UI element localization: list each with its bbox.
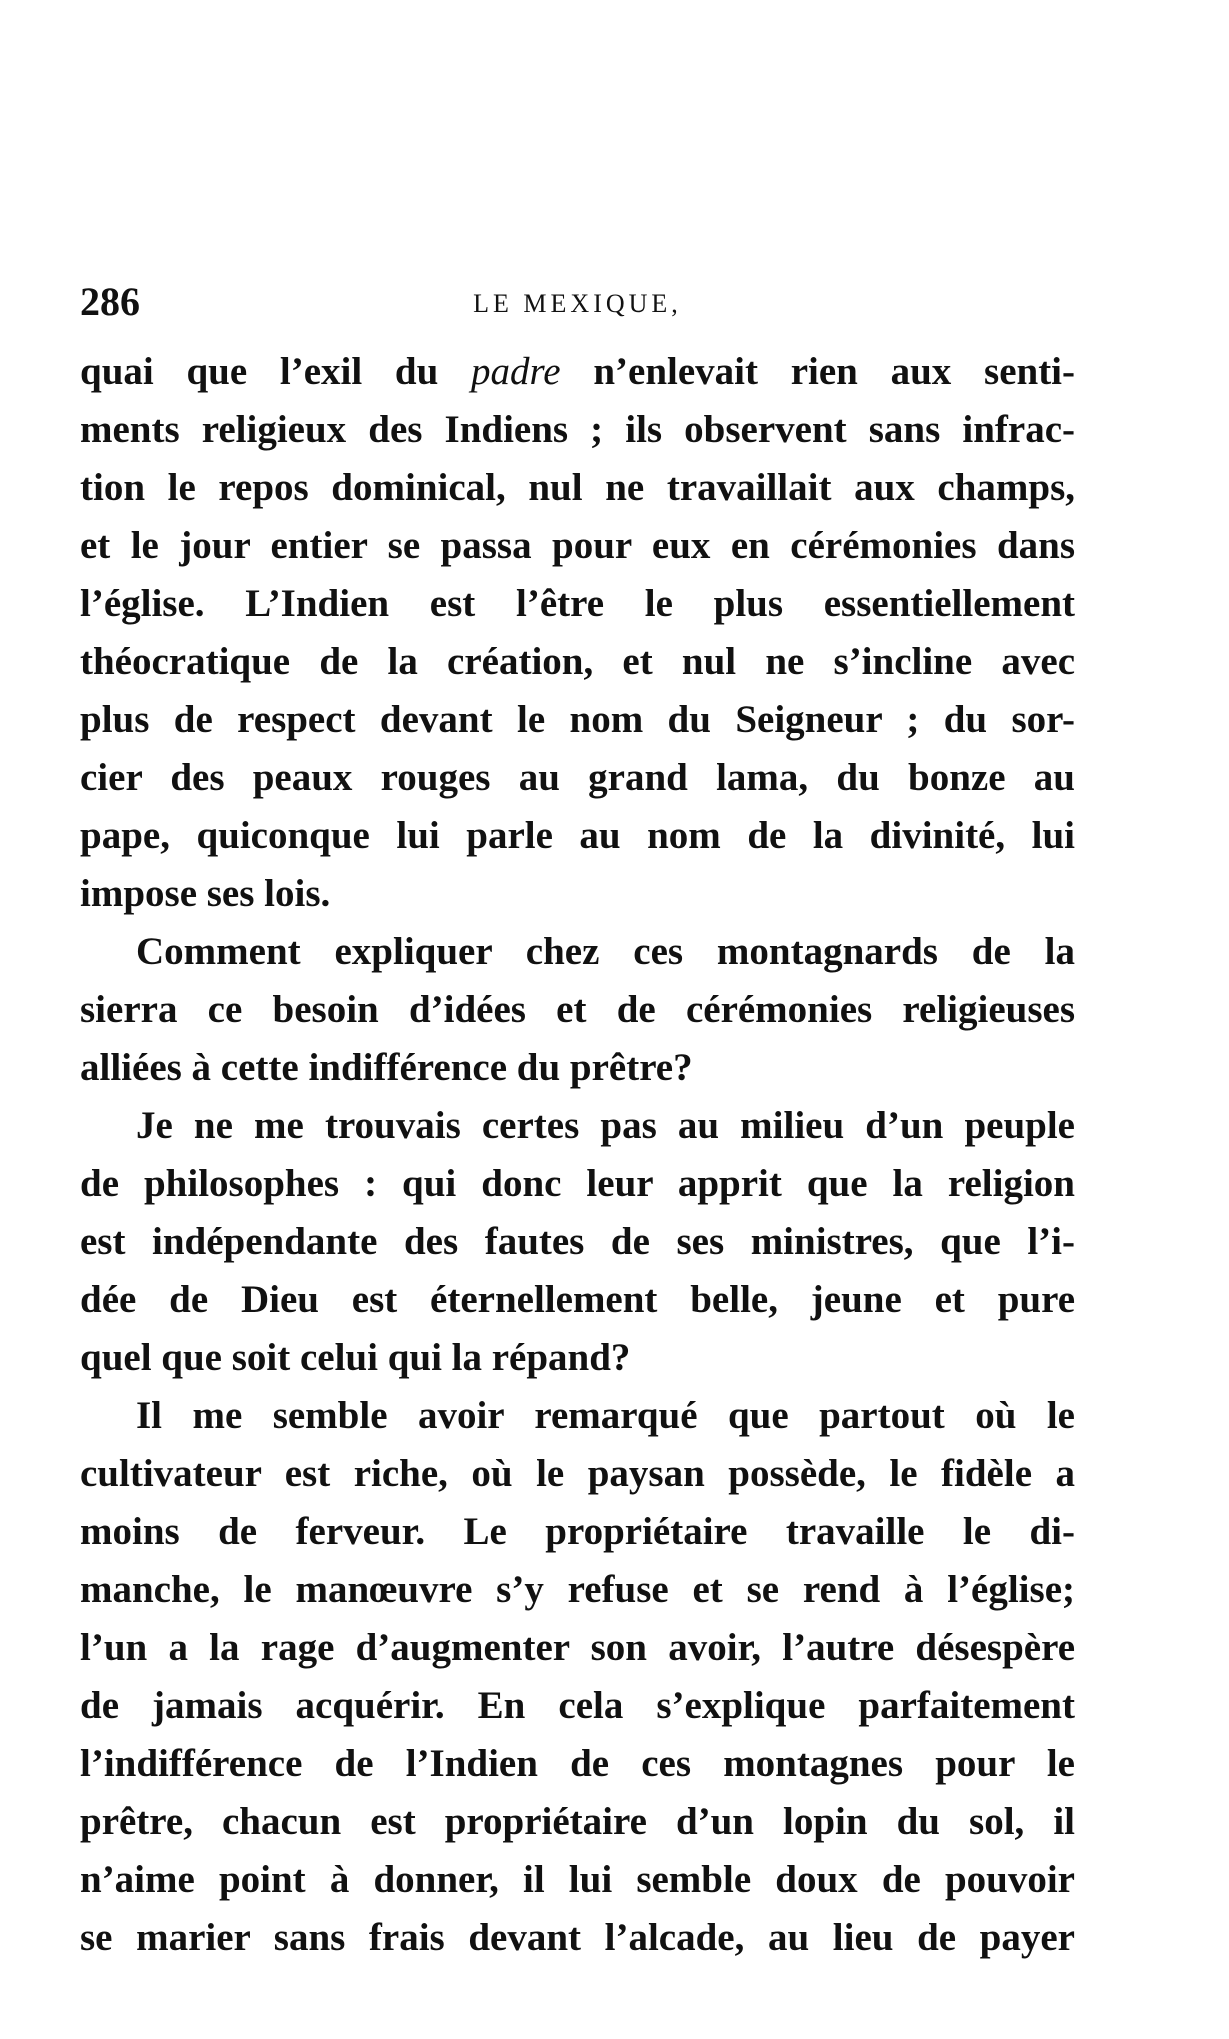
page-header [80,280,1075,324]
running-title: LE MEXIQUE, [473,289,682,318]
text-line: pape, quiconque lui parle au nom de la divinité, lui [80,814,1075,857]
text-line: de jamais acquérir. En cela s’explique parfaitement [80,1684,1075,1727]
text-line: Il me semble avoir remarqué que partout où le [136,1394,1075,1437]
text-line: est indépendante des fautes de ses ministres, que l’i- [80,1220,1075,1263]
text-line: et le jour entier se passa pour eux en cérémonies dans [80,524,1075,567]
text-line: l’un a la rage d’augmenter son avoir, l’autre désespère [80,1626,1075,1669]
text-line: n’aime point à donner, il lui semble doux de pouvoir [80,1858,1075,1901]
text-line: impose ses lois. [80,872,331,915]
text-line: l’église. L’Indien est l’être le plus essentiellement [80,582,1075,625]
italic-word: padre [471,350,561,393]
body-text [80,343,1075,1967]
text-line: ments religieux des Indiens ; ils observent sans infrac- [80,408,1075,451]
text-line: l’indifférence de l’Indien de ces montagnes pour le [80,1742,1075,1785]
page-number: 286 [80,279,140,324]
text-line: dée de Dieu est éternellement belle, jeune et pure [80,1278,1075,1321]
text-line: plus de respect devant le nom du Seigneur ; du sor- [80,698,1075,741]
text-line: alliées à cette indifférence du prêtre? [80,1046,693,1089]
text-line: Comment expliquer chez ces montagnards de la [136,930,1075,973]
text-line: théocratique de la création, et nul ne s’incline avec [80,640,1075,683]
text-line: manche, le manœuvre s’y refuse et se rend à l’église; [80,1568,1075,1611]
text-line: de philosophes : qui donc leur apprit que la religion [80,1162,1075,1205]
text-line: cier des peaux rouges au grand lama, du bonze au [80,756,1075,799]
text-line: Je ne me trouvais certes pas au milieu d’un peuple [136,1104,1075,1147]
text-line: prêtre, chacun est propriétaire d’un lopin du sol, il [80,1800,1075,1843]
text-line: quel que soit celui qui la répand? [80,1336,631,1379]
text-line: se marier sans frais devant l’alcade, au lieu de payer [80,1916,1075,1959]
text-line: moins de ferveur. Le propriétaire travaille le di- [80,1510,1075,1553]
text-line: cultivateur est riche, où le paysan possède, le fidèle a [80,1452,1075,1495]
text-line: sierra ce besoin d’idées et de cérémonies religieuses [80,988,1075,1031]
text-line [80,343,1075,401]
text-line: tion le repos dominical, nul ne travaillait aux champs, [80,466,1075,509]
text-segment: n’enlevait rien aux senti- [560,350,1076,393]
text-segment: quai que l’exil du [80,350,472,393]
